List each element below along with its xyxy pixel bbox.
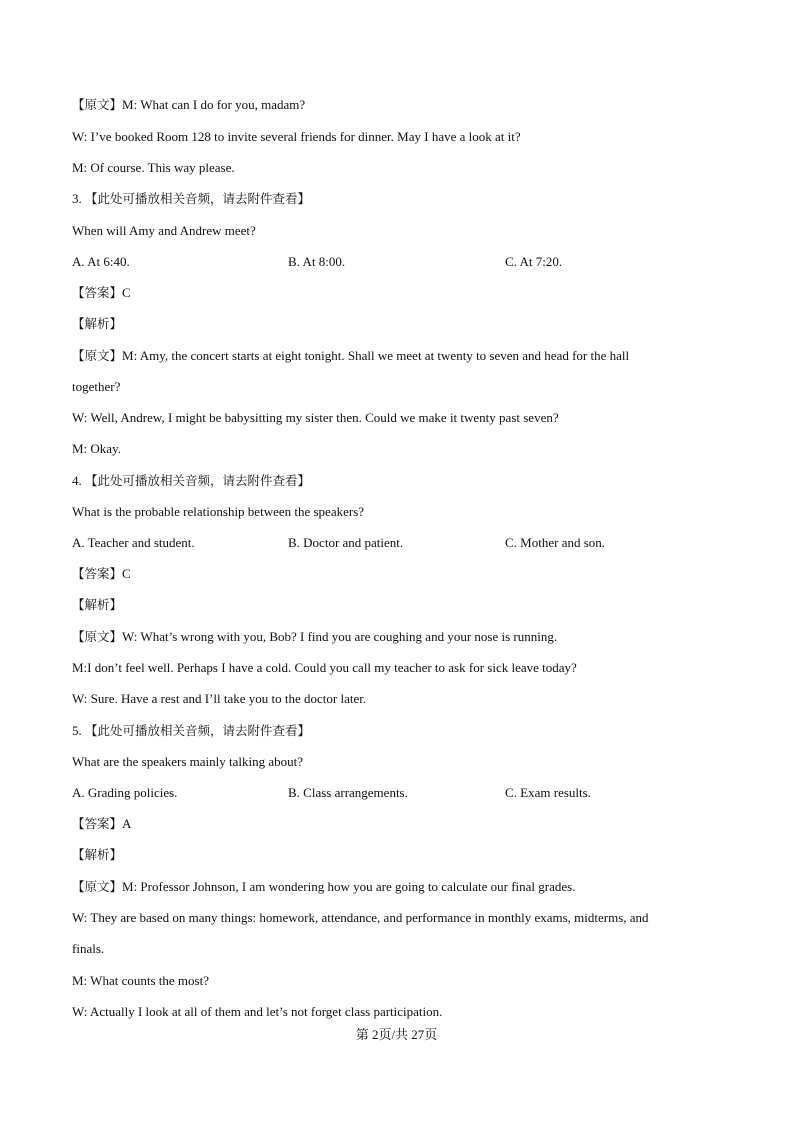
answer-value: C	[122, 285, 131, 300]
original-text-tag: 【原文】	[72, 629, 123, 644]
original-text-tag: 【原文】	[72, 97, 123, 112]
option-a: A. At 6:40.	[72, 254, 130, 269]
transcript-text: M: What can I do for you, madam?	[122, 97, 306, 112]
question-5-text: What are the speakers mainly talking about?	[72, 754, 304, 769]
answer-value: C	[122, 566, 131, 581]
transcript-line	[72, 348, 629, 364]
audio-attachment-tag[interactable]: 【此处可播放相关音频，请去附件查看】	[85, 473, 311, 488]
transcript-line: W: Sure. Have a rest and I’ll take you to the doctor later.	[72, 691, 367, 706]
question-3-text: When will Amy and Andrew meet?	[72, 223, 256, 238]
analysis-tag: 【解析】	[72, 597, 123, 612]
answer-line	[72, 285, 131, 301]
transcript-line	[72, 629, 557, 645]
transcript-line: W: They are based on many things: homework, attendance, and performance in monthly exams, midterms, and	[72, 910, 649, 925]
analysis-tag: 【解析】	[72, 847, 123, 862]
option-b: B. Class arrangements.	[288, 785, 408, 800]
transcript-line: M: Okay.	[72, 441, 121, 456]
transcript-line: together?	[72, 379, 121, 394]
original-text-tag: 【原文】	[72, 879, 123, 894]
answer-line	[72, 816, 131, 832]
question-3-header	[72, 191, 310, 207]
transcript-line: M: What counts the most?	[72, 973, 209, 988]
audio-attachment-tag[interactable]: 【此处可播放相关音频，请去附件查看】	[85, 723, 311, 738]
question-5-header	[72, 723, 310, 739]
original-text-tag: 【原文】	[72, 348, 123, 363]
question-number: 4.	[72, 473, 82, 488]
transcript-text: W: What’s wrong with you, Bob? I find you are coughing and your nose is running.	[122, 629, 558, 644]
analysis-tag: 【解析】	[72, 316, 123, 331]
transcript-line: W: Well, Andrew, I might be babysitting my sister then. Could we make it twenty past seven?	[72, 410, 559, 425]
option-c: C. At 7:20.	[505, 254, 563, 269]
answer-line	[72, 566, 131, 582]
transcript-line: M: Of course. This way please.	[72, 160, 235, 175]
option-b: B. Doctor and patient.	[288, 535, 404, 550]
transcript-text: M: Amy, the concert starts at eight tonight. Shall we meet at twenty to seven and head for the hall	[122, 348, 630, 363]
question-4-header	[72, 473, 310, 489]
transcript-line: W: I’ve booked Room 128 to invite several friends for dinner. May I have a look at it?	[72, 129, 521, 144]
question-number: 3.	[72, 191, 82, 206]
answer-value: A	[122, 816, 132, 831]
option-c: C. Exam results.	[505, 785, 591, 800]
answer-tag: 【答案】	[72, 566, 123, 581]
question-4-text: What is the probable relationship between the speakers?	[72, 504, 365, 519]
transcript-line: W: Actually I look at all of them and let’s not forget class participation.	[72, 1004, 443, 1019]
transcript-line	[72, 879, 575, 895]
option-c: C. Mother and son.	[505, 535, 606, 550]
option-b: B. At 8:00.	[288, 254, 346, 269]
question-number: 5.	[72, 723, 82, 738]
transcript-line: finals.	[72, 941, 105, 956]
answer-tag: 【答案】	[72, 816, 123, 831]
transcript-line	[72, 97, 305, 113]
audio-attachment-tag[interactable]: 【此处可播放相关音频，请去附件查看】	[85, 191, 311, 206]
answer-tag: 【答案】	[72, 285, 123, 300]
page-number-footer: 第 2页/共 27页	[355, 1027, 438, 1042]
transcript-line: M:I don’t feel well. Perhaps I have a cold. Could you call my teacher to ask for sick leave today?	[72, 660, 577, 675]
option-a: A. Grading policies.	[72, 785, 178, 800]
transcript-text: M: Professor Johnson, I am wondering how you are going to calculate our final grades.	[122, 879, 576, 894]
option-a: A. Teacher and student.	[72, 535, 195, 550]
